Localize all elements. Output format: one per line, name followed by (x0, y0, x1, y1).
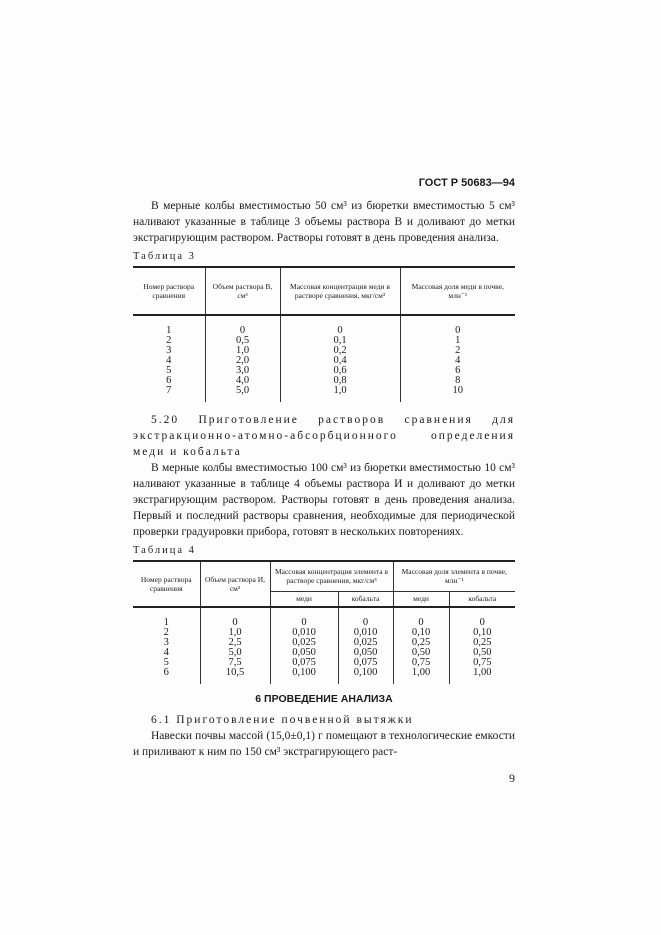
table-cell: 8 (400, 376, 515, 386)
table-cell: 1,00 (393, 668, 449, 684)
table-cell: 1,0 (205, 346, 280, 356)
table-cell: 7 (166, 385, 172, 396)
table-cell: 1 (163, 617, 169, 628)
table-cell: 4 (163, 647, 169, 658)
table-cell: 4,0 (205, 376, 280, 386)
table-cell: 0,010 (270, 628, 338, 638)
subsection-text: Навески почвы массой (15,0±0,1) г помещают в технологические емкости и приливают к ним по 150 см³ экстрагирующего раст- (133, 730, 515, 758)
col-header: Массовая концентрация меди в растворе сравнения, мкг/см³ (280, 267, 400, 315)
table-cell: 0,25 (449, 638, 515, 648)
table-cell: 0 (270, 607, 338, 628)
table4-caption: Таблица 4 (133, 545, 196, 556)
table-cell: 10 (400, 386, 515, 402)
table-cell: 7,5 (200, 658, 270, 668)
table-cell: 0,50 (449, 648, 515, 658)
table-cell: 10,5 (200, 668, 270, 684)
table-cell: 1,00 (449, 668, 515, 684)
table-cell: 0,100 (338, 668, 393, 684)
section-title: 5.20 Приготовление растворов сравнения для экстракционно-атомно-абсорбционного определения меди и кобальта (133, 414, 515, 458)
col-header: Номер раствора сравнения (133, 561, 200, 607)
table-row (133, 638, 515, 648)
col-header: Массовая концентрация элемента в растворе сравнения, мкг/см³ (270, 561, 393, 591)
table-cell: 3 (163, 637, 169, 648)
subheader: кобальта (338, 591, 393, 607)
table-cell: 0 (205, 315, 280, 336)
table-cell: 4 (166, 355, 172, 366)
table-cell: 2 (400, 346, 515, 356)
page-number: 9 (509, 771, 515, 785)
table-cell: 1 (166, 325, 172, 336)
table-cell: 0,25 (393, 638, 449, 648)
table-row (133, 607, 515, 628)
subsection-title: 6.1 Приготовление почвенной вытяжки (151, 714, 414, 726)
table-cell: 5 (163, 657, 169, 668)
table-cell: 1,0 (200, 628, 270, 638)
table-cell: 2,0 (205, 356, 280, 366)
paragraph-intro: В мерные колбы вместимостью 50 см³ из бюретки вместимостью 5 см³ наливают указанные в таблице 3 объемы раствора В и доливают до метки экстрагирующим раствором. Растворы готовят в день проведения анализа. (133, 200, 515, 244)
table-cell: 0,4 (280, 356, 400, 366)
table-cell: 0,025 (270, 638, 338, 648)
table-row (133, 668, 515, 684)
subheader: кобальта (449, 591, 515, 607)
table-cell: 1,0 (280, 386, 400, 402)
table-cell: 0 (200, 607, 270, 628)
col-header: Объем раствора В, см³ (205, 267, 280, 315)
table-cell: 0,1 (280, 336, 400, 346)
table-3 (133, 266, 515, 402)
subheader: меди (393, 591, 449, 607)
table-cell: 0,50 (393, 648, 449, 658)
table-cell: 2,5 (200, 638, 270, 648)
table-cell: 0,75 (393, 658, 449, 668)
table-cell: 0 (338, 607, 393, 628)
table-cell: 2 (166, 335, 172, 346)
table-cell: 5 (166, 365, 172, 376)
col-header: Номер раствора сравнения (133, 267, 205, 315)
table-4 (133, 560, 515, 684)
section-6-1 (133, 712, 515, 760)
table-cell: 0,075 (270, 658, 338, 668)
table-cell: 0,8 (280, 376, 400, 386)
table-cell: 0,10 (449, 628, 515, 638)
table-cell: 2 (163, 627, 169, 638)
table-cell: 6 (163, 667, 169, 678)
section-text: В мерные колбы вместимостью 100 см³ из бюретки вместимостью 10 см³ наливают указанные в таблице 4 объемы раствора И и доливают до метки экстрагирующим раствором. Растворы готовят в день проведения анализа. Первый и последний растворы сравнения, необходимые для периодической проверки градуировки прибора, готовят в нескольких повторениях. (133, 462, 515, 538)
table-row (133, 386, 515, 402)
table-cell: 0 (393, 607, 449, 628)
table-cell: 5,0 (200, 648, 270, 658)
table-cell: 4 (400, 356, 515, 366)
table-cell: 0,75 (449, 658, 515, 668)
table-cell: 0,010 (338, 628, 393, 638)
col-header: Массовая доля элемента в почве, млн⁻¹ (393, 561, 515, 591)
table-cell: 0,050 (270, 648, 338, 658)
table-row (133, 628, 515, 638)
table-cell: 0,5 (205, 336, 280, 346)
table-cell: 1 (400, 336, 515, 346)
section-6-heading: 6 ПРОВЕДЕНИЕ АНАЛИЗА (255, 693, 393, 705)
table-cell: 3 (166, 345, 172, 356)
col-header: Массовая доля меди в почве, млн⁻¹ (400, 267, 515, 315)
table-cell: 0,2 (280, 346, 400, 356)
table-cell: 0,6 (280, 366, 400, 376)
table-cell: 3,0 (205, 366, 280, 376)
table-cell: 0 (280, 315, 400, 336)
table-cell: 0,100 (270, 668, 338, 684)
table-cell: 0,075 (338, 658, 393, 668)
table-cell: 0 (400, 315, 515, 336)
table-cell: 6 (166, 375, 172, 386)
standard-header: ГОСТ Р 50683—94 (418, 177, 515, 189)
table-cell: 6 (400, 366, 515, 376)
table-cell: 0,10 (393, 628, 449, 638)
col-header: Объем раствора И, см³ (200, 561, 270, 607)
table-cell: 0,050 (338, 648, 393, 658)
table-row (133, 658, 515, 668)
subheader: меди (270, 591, 338, 607)
section-5-20 (133, 412, 515, 540)
table-cell: 0 (449, 607, 515, 628)
text-column (133, 176, 515, 786)
table-cell: 0,025 (338, 638, 393, 648)
table-row (133, 648, 515, 658)
table-row (133, 315, 515, 336)
table3-caption: Таблица 3 (133, 251, 196, 262)
table-cell: 5,0 (205, 386, 280, 402)
